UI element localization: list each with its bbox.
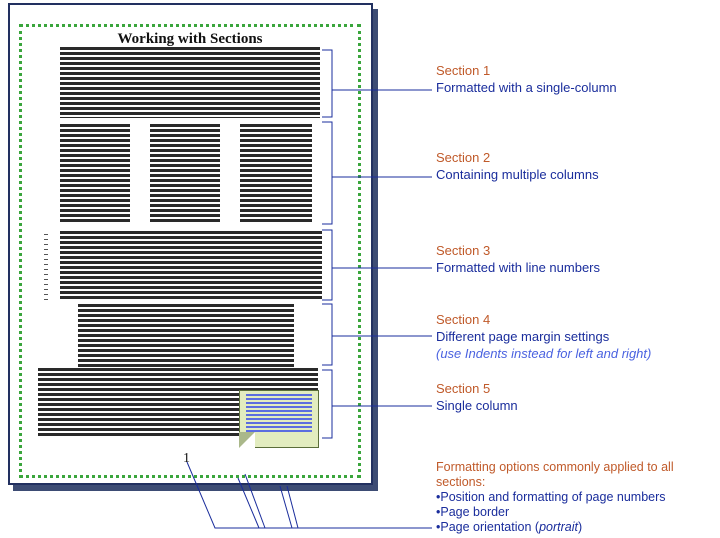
common-option-orientation: •Page orientation (portrait) <box>436 520 583 534</box>
page-number: 1 <box>183 451 190 466</box>
section-2-bracket <box>322 122 332 224</box>
section-3-bracket <box>322 230 332 300</box>
common-options-heading-line-2: sections: <box>436 475 486 489</box>
document-title: Working with Sections <box>117 31 263 47</box>
section-5-title: Section 5 <box>436 381 491 396</box>
common-options-heading-line-1: Formatting options commonly applied to all <box>436 460 674 474</box>
section-5-label <box>436 380 518 414</box>
common-option-page-numbers: •Position and formatting of page numbers <box>436 490 666 504</box>
section-5-description: Single column <box>436 398 518 413</box>
orientation-connector-b <box>287 486 298 528</box>
common-option-page-border: •Page border <box>436 505 510 519</box>
section-1-title: Section 1 <box>436 63 491 78</box>
section-1-bracket <box>322 50 332 117</box>
section-1-label <box>436 62 617 96</box>
section-2-label <box>436 149 599 183</box>
page-number-connector <box>187 462 432 528</box>
orientation-connector-a <box>280 486 292 528</box>
section-5-bracket <box>322 370 332 438</box>
section-3-title: Section 3 <box>436 243 491 258</box>
section-3-label <box>436 242 600 276</box>
section-1-description: Formatted with a single-column <box>436 80 617 95</box>
section-2-title: Section 2 <box>436 150 491 165</box>
section-4-note: (use Indents instead for left and right) <box>436 346 652 361</box>
section-3-description: Formatted with line numbers <box>436 260 601 275</box>
section-4-description: Different page margin settings <box>436 329 610 344</box>
section-4-label <box>436 311 651 362</box>
section-4-bracket <box>322 304 332 365</box>
section-4-title: Section 4 <box>436 312 491 327</box>
common-options-label <box>436 460 674 535</box>
section-2-description: Containing multiple columns <box>436 167 599 182</box>
